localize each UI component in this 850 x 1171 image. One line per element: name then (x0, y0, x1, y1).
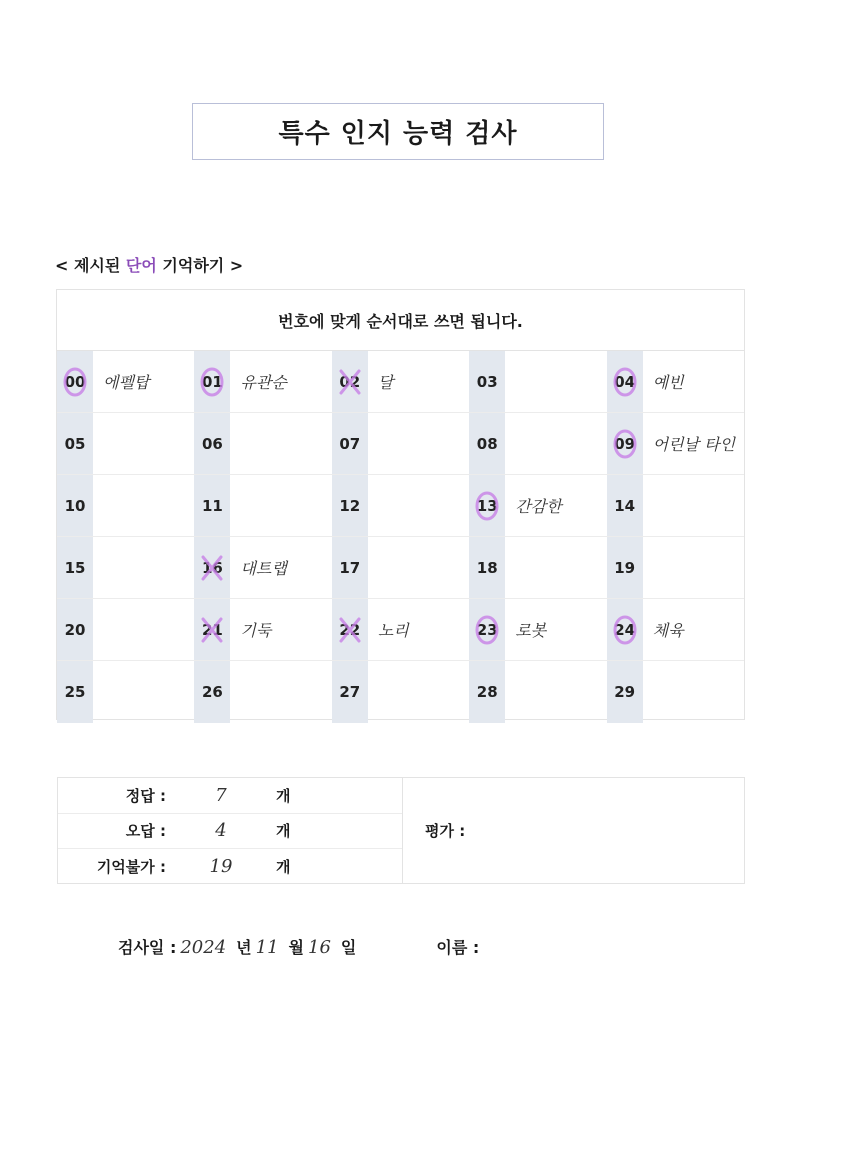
cell-number: 19 (607, 537, 643, 598)
grid-row (57, 661, 744, 723)
cell-number: 15 (57, 537, 93, 598)
cell-answer (93, 413, 194, 474)
section-label-highlight: 단어 (125, 256, 157, 275)
date-day: 16 (308, 937, 331, 958)
score-row-wrong (58, 814, 402, 850)
grid-cell (607, 599, 744, 660)
section-label-post: 기억하기 > (156, 256, 244, 275)
cell-number: 26 (194, 661, 230, 723)
cell-number: 00 (57, 351, 93, 412)
wrong-unit: 개 (276, 822, 291, 841)
cell-number: 02 (332, 351, 368, 412)
cell-answer: 어린날 타인 (652, 435, 735, 454)
grid-cell (332, 351, 469, 412)
cell-number: 24 (607, 599, 643, 660)
name-label: 이름 : (436, 938, 480, 957)
grid-body (57, 351, 744, 723)
wrong-value: 4 (215, 820, 227, 842)
section-label-pre: < 제시된 (55, 256, 126, 275)
cell-answer: 기둑 (240, 621, 272, 640)
grid-row (57, 413, 744, 475)
cell-number: 03 (469, 351, 505, 412)
forgot-value: 19 (209, 856, 233, 878)
grid-cell (607, 413, 744, 474)
cell-answer: 로봇 (515, 621, 547, 640)
cell-number: 10 (57, 475, 93, 536)
grid-cell (607, 537, 744, 598)
cell-number: 25 (57, 661, 93, 723)
grid-cell (194, 475, 331, 536)
grid-cell (194, 351, 331, 412)
grid-cell (57, 351, 194, 412)
grid-row (57, 351, 744, 413)
score-tally (58, 778, 403, 883)
grid-cell (194, 537, 331, 598)
cell-number: 22 (332, 599, 368, 660)
grid-cell (194, 599, 331, 660)
cell-number: 17 (332, 537, 368, 598)
score-row-correct (58, 778, 402, 814)
grid-cell (607, 661, 744, 723)
grid-cell (607, 475, 744, 536)
cell-number: 23 (469, 599, 505, 660)
forgot-unit: 개 (276, 858, 291, 877)
cell-answer: 체육 (652, 621, 684, 640)
cell-answer: 에펠탑 (103, 373, 150, 392)
cell-answer (368, 413, 469, 474)
cell-answer: 달 (377, 373, 394, 392)
correct-unit: 개 (276, 786, 291, 805)
grid-cell (332, 537, 469, 598)
cell-answer (93, 661, 194, 723)
cell-number: 27 (332, 661, 368, 723)
grid-cell (332, 475, 469, 536)
grid-row (57, 599, 744, 661)
cell-number: 16 (194, 537, 230, 598)
cell-answer: 유관순 (240, 373, 287, 392)
cell-answer: 대트랩 (240, 559, 287, 578)
cell-number: 14 (607, 475, 643, 536)
grid-cell (469, 661, 606, 723)
grid-cell (332, 661, 469, 723)
cell-answer (230, 661, 331, 723)
grid-cell (57, 475, 194, 536)
date-label: 검사일 : (118, 938, 177, 957)
grid-cell (194, 413, 331, 474)
cell-answer (643, 475, 744, 536)
grid-cell (57, 661, 194, 723)
cell-answer (93, 475, 194, 536)
cell-answer (643, 661, 744, 723)
cell-answer (643, 537, 744, 598)
date-year: 2024 (180, 937, 227, 958)
date-month: 11 (255, 937, 279, 958)
cell-number: 04 (607, 351, 643, 412)
cell-answer (93, 537, 194, 598)
date-month-unit: 월 (288, 938, 304, 957)
date-year-unit: 년 (236, 938, 252, 957)
cell-number: 08 (469, 413, 505, 474)
grid-cell (57, 599, 194, 660)
cell-answer: 예빈 (652, 373, 684, 392)
cell-number: 07 (332, 413, 368, 474)
section-label (55, 253, 243, 276)
cell-answer (505, 537, 606, 598)
score-box (57, 777, 745, 884)
grid-cell (607, 351, 744, 412)
cell-number: 18 (469, 537, 505, 598)
evaluation-label: 평가 : (425, 822, 466, 840)
cell-answer (230, 413, 331, 474)
correct-label: 정답 : (125, 786, 166, 805)
wrong-label: 오답 : (125, 822, 166, 841)
cell-answer (505, 661, 606, 723)
grid-instruction: 번호에 맞게 순서대로 쓰면 됩니다. (57, 290, 744, 351)
page-title: 특수 인지 능력 검사 (192, 103, 604, 160)
grid-cell (194, 661, 331, 723)
grid-row (57, 537, 744, 599)
cell-answer (368, 661, 469, 723)
cell-number: 09 (607, 413, 643, 474)
cell-number: 13 (469, 475, 505, 536)
word-grid (56, 289, 745, 720)
grid-cell (332, 413, 469, 474)
grid-cell (469, 537, 606, 598)
cell-answer: 노리 (377, 621, 409, 640)
cell-number: 21 (194, 599, 230, 660)
grid-cell (57, 413, 194, 474)
cell-answer (93, 599, 194, 660)
cell-number: 12 (332, 475, 368, 536)
cell-answer (505, 413, 606, 474)
grid-row (57, 475, 744, 537)
grid-cell (469, 413, 606, 474)
cell-number: 06 (194, 413, 230, 474)
grid-cell (469, 599, 606, 660)
forgot-label: 기억불가 : (96, 858, 166, 877)
cell-number: 20 (57, 599, 93, 660)
cell-number: 05 (57, 413, 93, 474)
grid-cell (332, 599, 469, 660)
correct-value: 7 (215, 784, 227, 806)
date-day-unit: 일 (340, 938, 357, 957)
grid-cell (469, 351, 606, 412)
cell-answer (505, 351, 606, 412)
cell-number: 01 (194, 351, 230, 412)
cell-number: 28 (469, 661, 505, 723)
cell-number: 29 (607, 661, 643, 723)
score-row-forgot (58, 849, 402, 885)
grid-cell (469, 475, 606, 536)
cell-answer: 간감한 (515, 497, 562, 516)
cell-answer (368, 475, 469, 536)
evaluation-field (403, 778, 744, 883)
exam-date-line (118, 935, 479, 958)
cell-number: 11 (194, 475, 230, 536)
cell-answer (368, 537, 469, 598)
cell-answer (230, 475, 331, 536)
grid-cell (57, 537, 194, 598)
